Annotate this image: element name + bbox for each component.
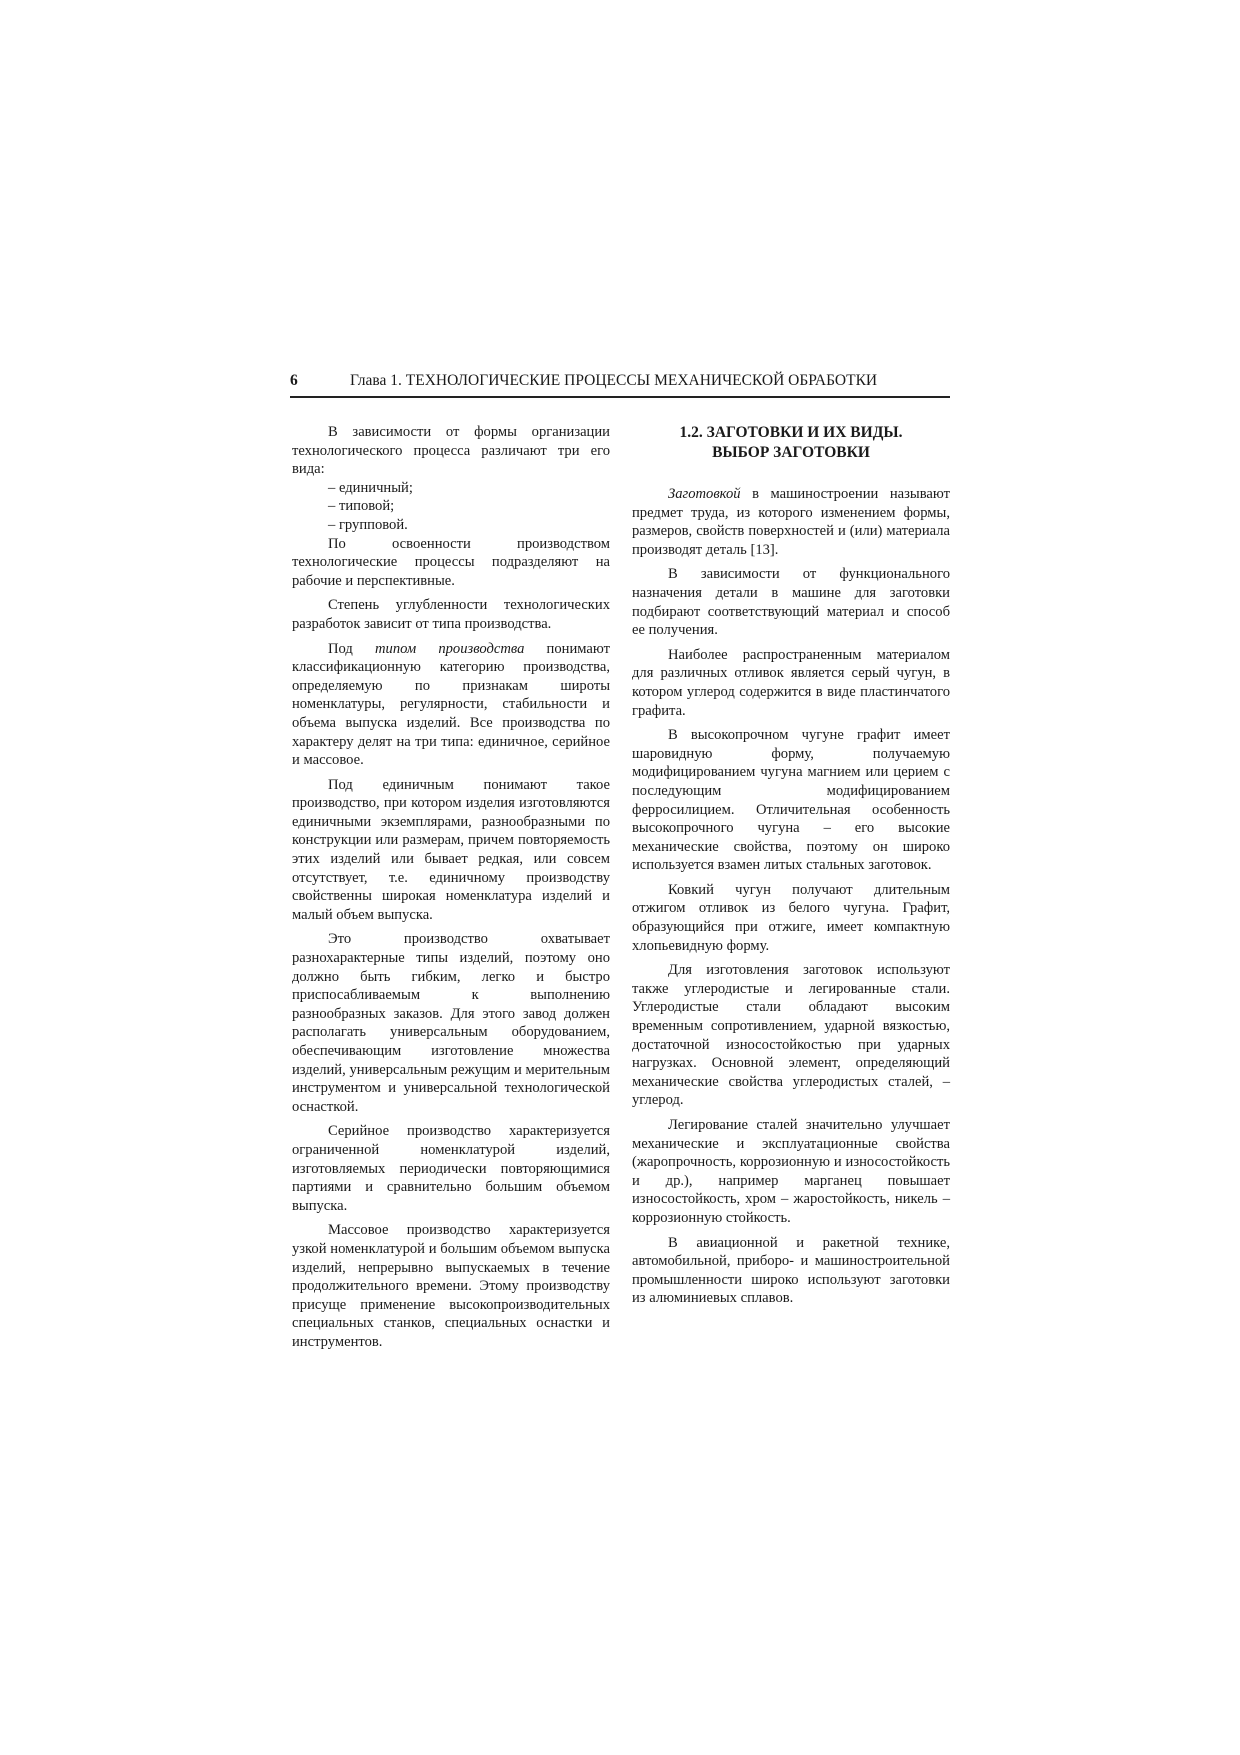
- section-heading-line: ВЫБОР ЗАГОТОВКИ: [712, 444, 870, 461]
- paragraph: [632, 485, 950, 559]
- text-run: в машиностроении называют предмет труда, из которого изменением формы, размеров, свойств поверхностей и (или) материала производят деталь [13].: [632, 486, 950, 558]
- paragraph: Это производство охватывает разнохарактерные типы изделий, поэтому оно должно быть гибким, легко и быстро приспосабливаемым к выполнению разнообразных заказов. Для этого завод должен располагать универсальным оборудованием, обеспечивающим изготовление множества изделий, универсальным режущим и мерительным инструментом и универсальной технологической оснасткой.: [292, 931, 610, 1115]
- list-item: – единичный;: [328, 479, 413, 496]
- text-run: понимают классификационную категорию производства, определяемую по признакам широты номенклатуры, регулярности, стабильности и объема выпуска изделий. Все производства по характеру делят на три типа: единичное, серийное и массовое.: [292, 640, 610, 769]
- paragraph: В авиационной и ракетной технике, автомобильной, приборо- и машиностроительной промышленности широко используют заготовки из алюминиевых сплавов.: [632, 1234, 950, 1307]
- paragraph: Массовое производство характеризуется узкой номенклатурой и большим объемом выпуска изделий, непрерывно выпускаемых в течение продолжительного времени. Этому производству присуще применение высокопроизводительных специальных станков, специальных оснастки и инструментов.: [292, 1222, 610, 1350]
- paragraph: В зависимости от формы организации технологического процесса различают три его вида:: [292, 424, 610, 478]
- paragraph: В зависимости от функционального назначения детали в машине для заготовки подбирают соответствующий материал и способ ее получения.: [632, 566, 950, 639]
- running-title: Глава 1. ТЕХНОЛОГИЧЕСКИЕ ПРОЦЕССЫ МЕХАНИЧЕСКОЙ ОБРАБОТКИ: [350, 372, 878, 389]
- page-header: [290, 370, 950, 398]
- paragraph: По освоенности производством технологические процессы подразделяют на рабочие и перспективные.: [292, 535, 610, 589]
- section-heading-line: 1.2. ЗАГОТОВКИ И ИХ ВИДЫ.: [679, 424, 903, 441]
- paragraph: Наиболее распространенным материалом для различных отливок является серый чугун, в котором углерод содержится в виде пластинчатого графита.: [632, 646, 950, 719]
- paragraph: В высокопрочном чугуне графит имеет шаровидную форму, получаемую модифицированием чугуна магнием или церием с последующим модифицированием ферросилицием. Отличительная особенность высокопрочного чугуна – его высокие механические свойства, поэтому он широко используется взамен литых стальных заготовок.: [632, 727, 950, 874]
- paragraph: Для изготовления заготовок используют также углеродистые и легированные стали. Углеродистые стали обладают высоким временным сопротивлением, ударной вязкостью, достаточной износостойкостью при ударных нагрузках. Основной элемент, определяющий механические свойства углеродистых сталей, – углерод.: [632, 962, 950, 1109]
- list-item: – групповой.: [328, 516, 408, 533]
- paragraph: Ковкий чугун получают длительным отжигом отливок из белого чугуна. Графит, образующийся при отжиге, имеет компактную хлопьевидную форму.: [632, 881, 950, 954]
- paragraph: [292, 640, 610, 770]
- section-heading: [632, 423, 950, 463]
- paragraph: Легирование сталей значительно улучшает механические и эксплуатационные свойства (жаропрочность, коррозионную и износостойкость и др.), например марганец повышает износостойкость, хром – жаростойкость, никель – коррозионную стойкость.: [632, 1117, 950, 1226]
- right-column: [632, 423, 950, 1314]
- text-run: Под: [328, 640, 375, 657]
- list-item: – типовой;: [328, 498, 395, 515]
- left-column: [292, 423, 610, 1358]
- page-number: 6: [290, 372, 298, 389]
- paragraph: Серийное производство характеризуется ограниченной номенклатурой изделий, изготовляемых периодически повторяющимися партиями и сравнительно большим объемом выпуска.: [292, 1123, 610, 1214]
- paragraph: Под единичным понимают такое производство, при котором изделия изготовляются единичными экземплярами, разнообразными по конструкции или размерам, причем повторяемость этих изделий или бывает редкая, или совсем отсутствует, т.е. единичному производству свойственны широкая номенклатура изделий и малый объем выпуска.: [292, 776, 610, 923]
- italic-term: Заготовкой: [668, 486, 741, 502]
- italic-term: типом производства: [375, 640, 525, 657]
- paragraph: Степень углубленности технологических разработок зависит от типа производства.: [292, 597, 610, 632]
- process-types-list: [292, 479, 610, 535]
